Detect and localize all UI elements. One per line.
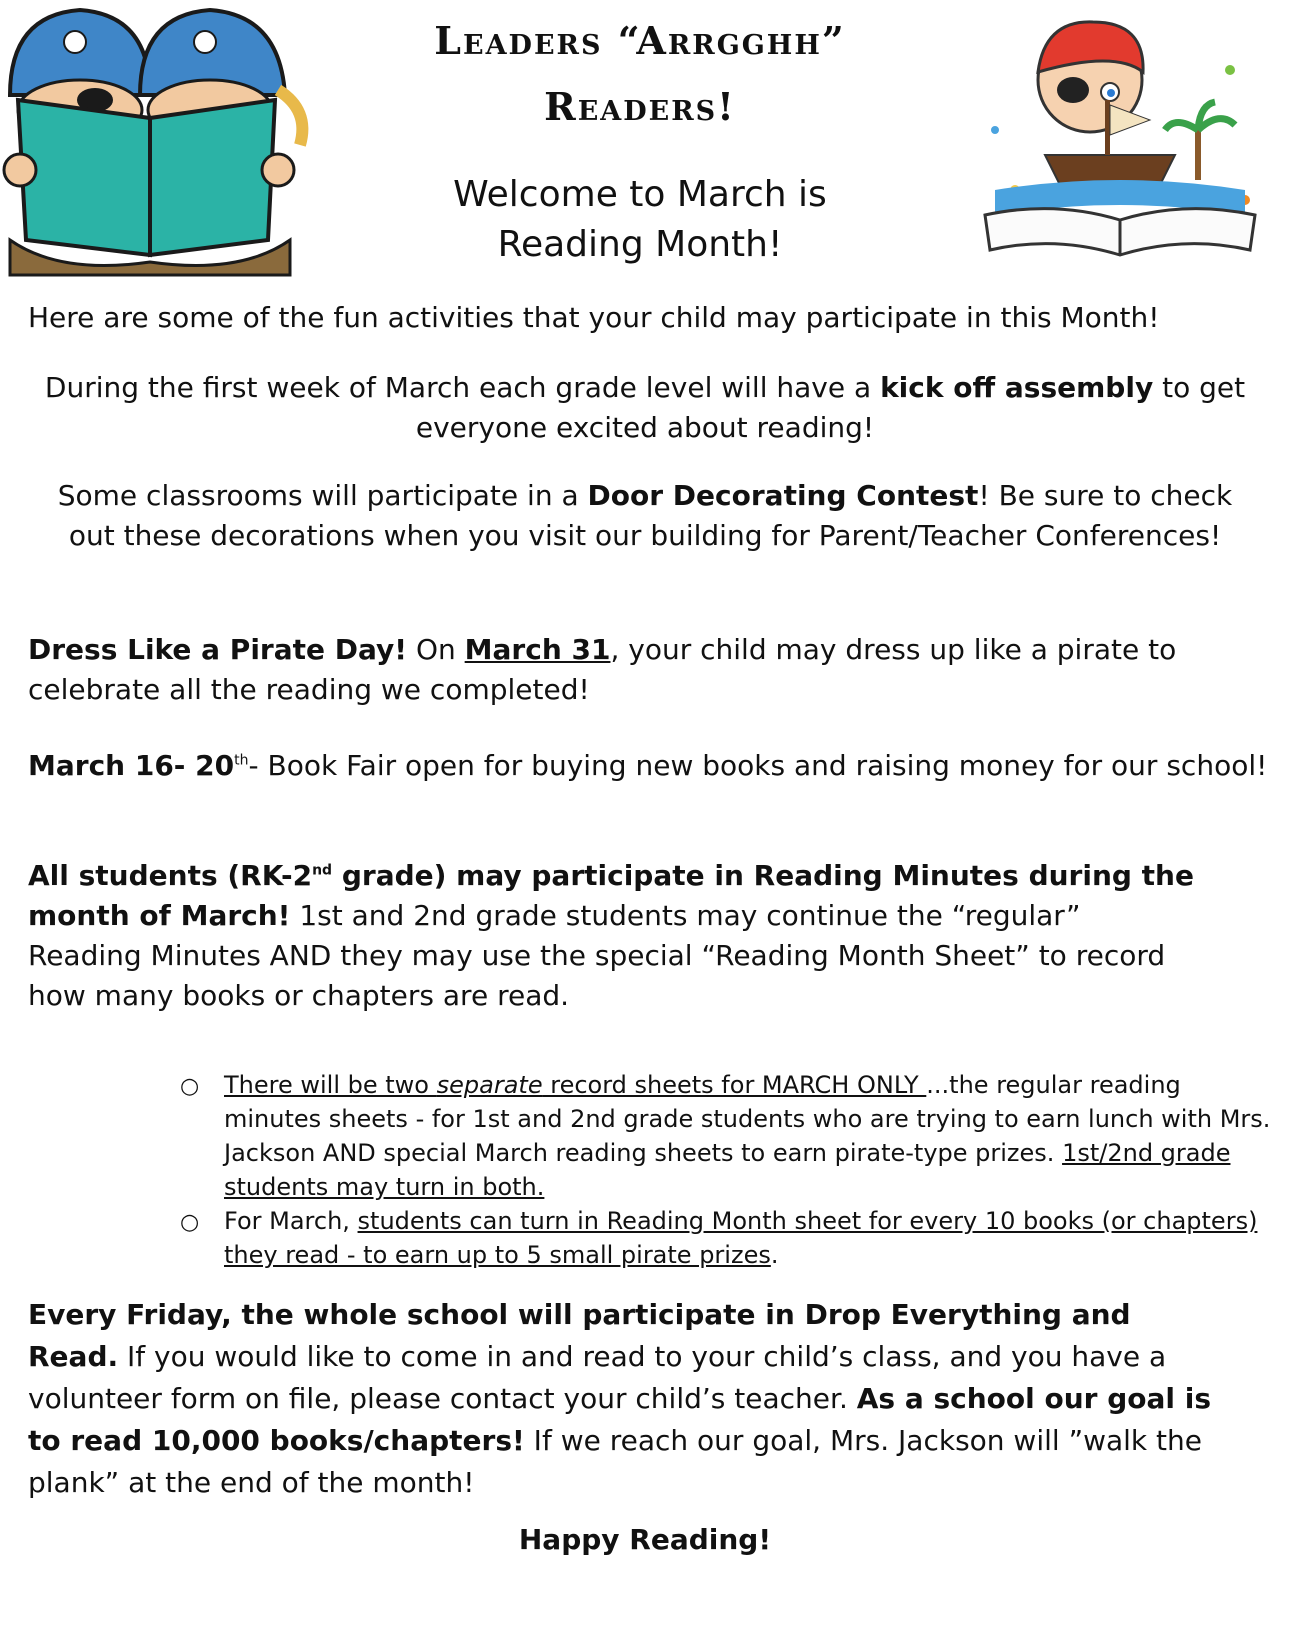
friday-paragraph (28, 1294, 1228, 1504)
reading-minutes-emphasis-a: All students (RK-2 (28, 859, 313, 892)
welcome-heading (360, 170, 920, 270)
door-contest-emphasis: Door Decorating Contest (587, 479, 979, 512)
pirate-day-emphasis: Dress Like a Pirate Day! (28, 633, 408, 666)
flyer-title-line-1: Leaders “Arrgghh” (434, 18, 846, 63)
reading-minutes-superscript: nd (312, 862, 333, 879)
book-fair-dates: March 16- 20 (28, 749, 235, 782)
welcome-line-1: Welcome to March is (453, 174, 827, 215)
reading-minutes-emphasis-b: grade) may participate in Reading Minutes during the month of March! (28, 859, 1194, 932)
hollow-circle-bullet-icon: ○ (180, 1074, 200, 1099)
bullet-2-prefix: For March, (224, 1207, 358, 1235)
book-fair-text: - Book Fair open for buying new books and raising money for our school! (248, 749, 1268, 782)
door-text-after: ! Be sure to check out these decorations when you visit our building for Parent/Teacher Conferences! (68, 479, 1233, 552)
bullet-2-end: . (770, 1241, 779, 1269)
happy-reading: Happy Reading! (518, 1523, 772, 1556)
bullet-1-underlined-b: record sheets for MARCH ONLY (542, 1071, 927, 1099)
list-item (180, 1204, 1280, 1272)
hollow-circle-bullet-icon: ○ (180, 1210, 200, 1235)
reading-minutes-paragraph (28, 856, 1203, 1016)
intro-paragraph: Here are some of the fun activities that your child may participate in this Month! (28, 301, 1160, 334)
pirate-day-date: March 31 (464, 633, 611, 666)
pirate-day-after: , your child may dress up like a pirate to celebrate all the reading we completed! (28, 633, 1177, 706)
kickoff-text-after: to get everyone excited about reading! (415, 371, 1246, 444)
door-text-before: Some classrooms will participate in a (57, 479, 588, 512)
friday-text-mid: If you would like to come in and read to your child’s class, and you have a volunteer form on file, please contact your child’s teacher. (28, 1340, 1167, 1415)
pirate-ship-book-clipart (975, 10, 1265, 260)
book-fair-paragraph (28, 746, 1268, 786)
friday-goal-emphasis: As a school our goal is to read 10,000 books/chapters! (28, 1382, 1212, 1457)
reading-minutes-text: 1st and 2nd grade students may continue the “regular” Reading Minutes AND they may use the special “Reading Month Sheet” to record how many books or chapters are read. (28, 899, 1166, 1012)
record-sheet-list (180, 1068, 1280, 1272)
book-fair-superscript: th (234, 752, 249, 769)
welcome-line-2: Reading Month! (497, 224, 783, 265)
door-contest-paragraph (45, 476, 1245, 556)
pirate-kids-reading-clipart (0, 0, 320, 285)
bullet-1-underlined-c: 1st/2nd grade students may turn in both. (224, 1139, 1231, 1201)
kickoff-paragraph (20, 368, 1270, 448)
bullet-1-underlined-a: There will be two (224, 1071, 437, 1099)
pirate-day-mid: On (407, 633, 465, 666)
bullet-1-text: ...the regular reading minutes sheets - for 1st and 2nd grade students who are trying to earn lunch with Mrs. Jackson AND special March reading sheets to earn pirate-type prizes. (224, 1071, 1271, 1167)
closing-text (0, 1520, 1290, 1560)
friday-emphasis-a: Every Friday, the whole school will participate in Drop Everything and Read. (28, 1298, 1131, 1373)
bullet-1-separate-word: separate (436, 1071, 543, 1099)
pirate-day-paragraph (28, 630, 1258, 710)
bullet-2-underlined: students can turn in Reading Month sheet for every 10 books (or chapters) they read - to earn up to 5 small pirate prizes (224, 1207, 1258, 1269)
kickoff-text-before: During the first week of March each grade level will have a (44, 371, 881, 404)
list-item (180, 1068, 1280, 1204)
friday-text-after: If we reach our goal, Mrs. Jackson will ”walk the plank” at the end of the month! (28, 1424, 1202, 1499)
kickoff-assembly-emphasis: kick off assembly (880, 371, 1154, 404)
flyer-title-line-2: Readers! (544, 84, 736, 129)
